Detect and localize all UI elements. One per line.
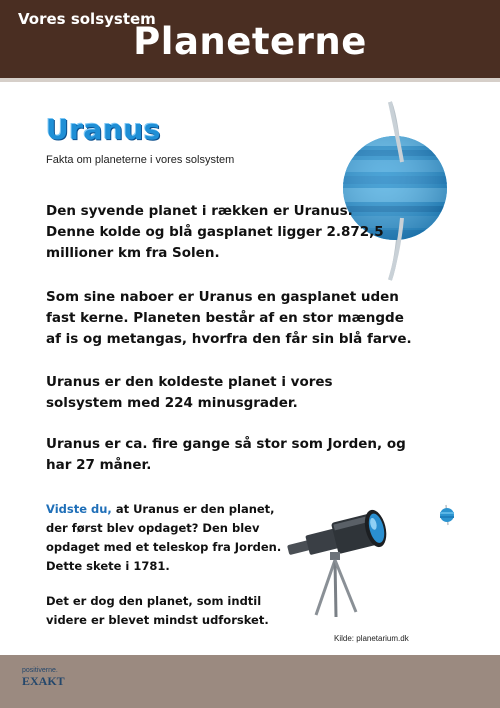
page-header [0, 0, 500, 78]
logo-small-text: positiverne. [22, 667, 58, 674]
logo-big-text: EXAKT [22, 674, 65, 688]
planet-heading: Uranus [46, 113, 161, 146]
composition-paragraph: Som sine naboer er Uranus en gasplanet uden fast kerne. Planeten består af en stor mængde af is og metangas, hvorfra den får sin blå farve. [46, 289, 412, 347]
page-title: Planeterne [133, 20, 367, 63]
page-footer [0, 655, 500, 708]
publisher-logo [22, 667, 65, 687]
telescope-icon [282, 500, 392, 620]
source-note: Kilde: planetarium.dk [334, 634, 409, 643]
planet-subtitle: Fakta om planeterne i vores solsystem [46, 154, 235, 166]
fact-box-text: at Uranus er den planet, der først blev opdaget? Den blev opdaget med et teleskop fra Jorden. Dette skete i 1781. [46, 502, 282, 573]
size-paragraph: Uranus er ca. fire gange så stor som Jorden, og har 27 måner. [46, 436, 406, 473]
uranus-small-icon [437, 504, 457, 526]
fact-box [46, 500, 286, 576]
fact-box-lead: Vidste du, [46, 502, 112, 516]
series-label: Vores solsystem [18, 10, 156, 28]
intro-paragraph: Den syvende planet i rækken er Uranus. Denne kolde og blå gasplanet ligger 2.872,5 millioner km fra Solen. [46, 203, 384, 261]
temperature-paragraph: Uranus er den koldeste planet i vores solsystem med 224 minusgrader. [46, 374, 333, 411]
fact-box-closing: Det er dog den planet, som indtil videre er blevet mindst udforsket. [46, 594, 269, 627]
header-divider [0, 78, 500, 82]
